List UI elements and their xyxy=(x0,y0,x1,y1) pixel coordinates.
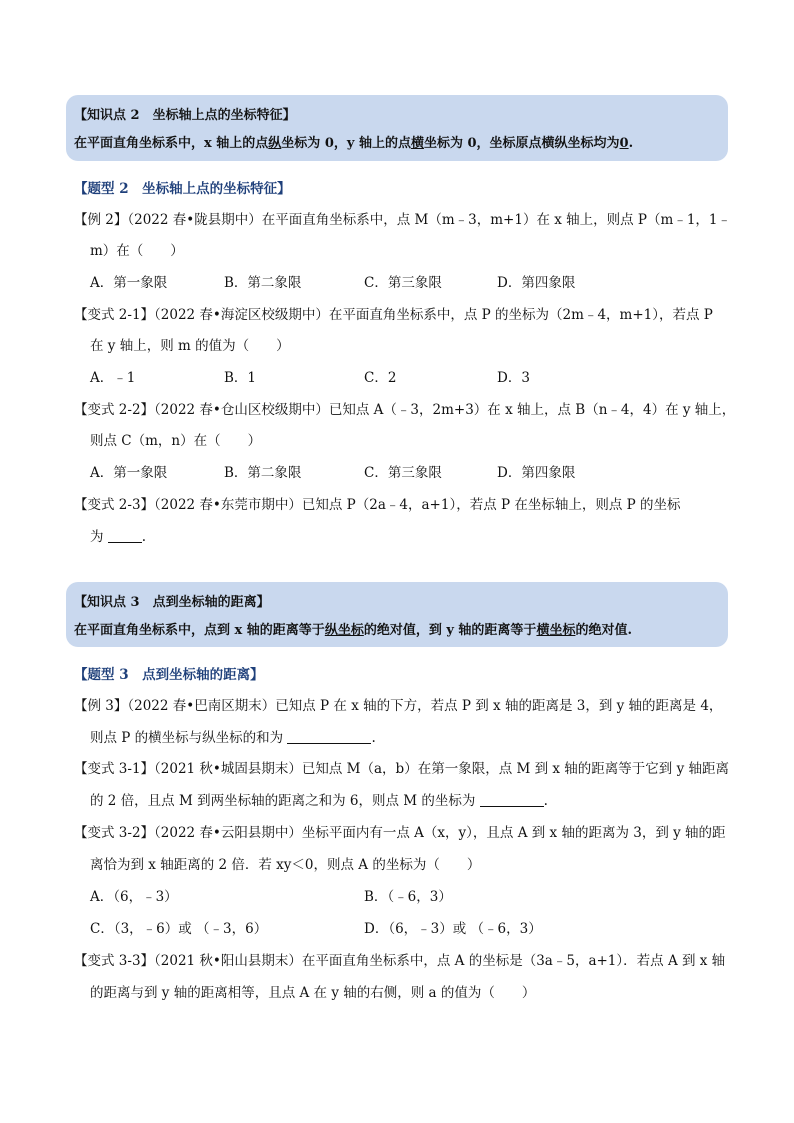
k2-underline-1: 纵 xyxy=(268,136,282,151)
variant-3-2-option-a: A．（6，﹣3） xyxy=(90,889,178,905)
example-2-option-c: C．第三象限 xyxy=(364,275,442,291)
variant-2-2-option-d: D．第四象限 xyxy=(497,465,576,481)
knowledge-point-3-body xyxy=(74,619,632,638)
k3-underline-2: 横坐标 xyxy=(536,623,576,638)
answer-blank xyxy=(480,794,544,807)
variant-3-1-period: . xyxy=(543,793,548,809)
variant-2-2-option-a: A．第一象限 xyxy=(90,465,168,481)
example-3-text: 则点 P 的横坐标与纵坐标的和为 xyxy=(90,730,284,746)
variant-3-1-line-1: 【变式 3-1】（2021 秋•城固县期末）已知点 M（a，b）在第一象限，点 M 到 x 轴的距离等于它到 y 轴距离 xyxy=(74,761,730,777)
variant-2-3-line-2 xyxy=(90,525,146,545)
variant-3-1-text: 的 2 倍，且点 M 到两坐标轴的距离之和为 6，则点 M 的坐标为 xyxy=(90,793,476,809)
example-2-line-2: m）在（ ） xyxy=(90,243,184,259)
k3-underline-1: 纵坐标 xyxy=(324,623,364,638)
answer-blank xyxy=(287,731,371,744)
variant-2-1-option-a: A．﹣1 xyxy=(90,370,136,386)
example-3-line-1: 【例 3】（2022 春•巴南区期末）已知点 P 在 x 轴的下方，若点 P 到 x 轴的距离是 3，到 y 轴的距离是 4， xyxy=(74,698,723,714)
example-3-line-2 xyxy=(90,726,376,746)
variant-3-2-line-1: 【变式 3-2】（2022 春•云阳县期中）坐标平面内有一点 A（x，y），且点 A 到 x 轴的距离为 3，到 y 轴的距 xyxy=(74,825,726,841)
k2-text-a: 在平面直角坐标系中，x 轴上的点 xyxy=(74,136,269,151)
answer-blank xyxy=(108,530,142,543)
variant-2-3-line-1: 【变式 2-3】（2022 春•东莞市期中）已知点 P（2a﹣4，a+1），若点 P 在坐标轴上，则点 P 的坐标 xyxy=(74,497,681,513)
variant-3-3-line-2: 的距离与到 y 轴的距离相等，且点 A 在 y 轴的右侧，则 a 的值为（ ） xyxy=(90,985,536,1001)
example-2-option-d: D．第四象限 xyxy=(497,275,576,291)
k3-text-c: 的绝对值. xyxy=(575,623,632,638)
example-2-option-a: A．第一象限 xyxy=(90,275,168,291)
k2-text-b: 坐标为 0，y 轴上的点 xyxy=(281,136,411,151)
variant-2-3-text: 为 xyxy=(90,529,104,545)
variant-2-2-line-2: 则点 C（m，n）在（ ） xyxy=(90,433,262,449)
knowledge-point-2-box xyxy=(66,95,728,161)
question-type-3-title: 【题型 3 点到坐标轴的距离】 xyxy=(74,667,264,683)
example-2-line-1: 【例 2】（2022 春•陇县期中）在平面直角坐标系中，点 M（m﹣3，m+1）在 x 轴上，则点 P（m﹣1，1﹣ xyxy=(74,212,731,228)
k2-text-c: 坐标为 0，坐标原点横纵坐标均为 xyxy=(423,136,620,151)
variant-3-2-option-b: B．（﹣6，3） xyxy=(364,889,452,905)
knowledge-point-3-box xyxy=(66,582,728,647)
variant-2-1-option-b: B．1 xyxy=(224,370,257,386)
variant-2-2-option-b: B．第二象限 xyxy=(224,465,302,481)
example-2-option-b: B．第二象限 xyxy=(224,275,302,291)
variant-3-3-line-1: 【变式 3-3】（2021 秋•阳山县期末）在平面直角坐标系中，点 A 的坐标是（3a﹣5，a+1）．若点 A 到 x 轴 xyxy=(74,953,726,969)
question-type-2-title: 【题型 2 坐标轴上点的坐标特征】 xyxy=(74,181,291,197)
variant-2-2-option-c: C．第三象限 xyxy=(364,465,442,481)
knowledge-point-2-title: 【知识点 2 坐标轴上点的坐标特征】 xyxy=(74,108,296,123)
variant-3-2-line-2: 离恰为到 x 轴距离的 2 倍．若 xy＜0，则点 A 的坐标为（ ） xyxy=(90,857,481,873)
k2-underline-3: 0 xyxy=(619,136,629,151)
variant-2-1-line-1: 【变式 2-1】（2022 春•海淀区校级期中）在平面直角坐标系中，点 P 的坐标为（2m﹣4，m+1），若点 P xyxy=(74,307,713,323)
k2-underline-2: 横 xyxy=(410,136,424,151)
variant-2-2-line-1: 【变式 2-2】（2022 春•仓山区校级期中）已知点 A（﹣3，2m+3）在 x 轴上，点 B（n﹣4，4）在 y 轴上， xyxy=(74,402,736,418)
variant-3-2-option-c: C．（3，﹣6）或 （﹣3，6） xyxy=(90,921,268,937)
variant-2-1-option-c: C．2 xyxy=(364,370,397,386)
k3-text-a: 在平面直角坐标系中，点到 x 轴的距离等于 xyxy=(74,623,325,638)
variant-2-1-line-2: 在 y 轴上，则 m 的值为（ ） xyxy=(90,338,290,354)
variant-3-2-option-d: D．（6，﹣3）或 （﹣6，3） xyxy=(364,921,542,937)
variant-2-1-option-d: D．3 xyxy=(497,370,530,386)
example-3-period: . xyxy=(371,730,376,746)
knowledge-point-3-title: 【知识点 3 点到坐标轴的距离】 xyxy=(74,595,270,610)
variant-3-1-line-2 xyxy=(90,789,548,809)
k3-text-b: 的绝对值，到 y 轴的距离等于 xyxy=(363,623,537,638)
k2-text-d: . xyxy=(628,136,634,151)
knowledge-point-2-body xyxy=(74,132,633,151)
variant-2-3-period: . xyxy=(141,529,147,545)
